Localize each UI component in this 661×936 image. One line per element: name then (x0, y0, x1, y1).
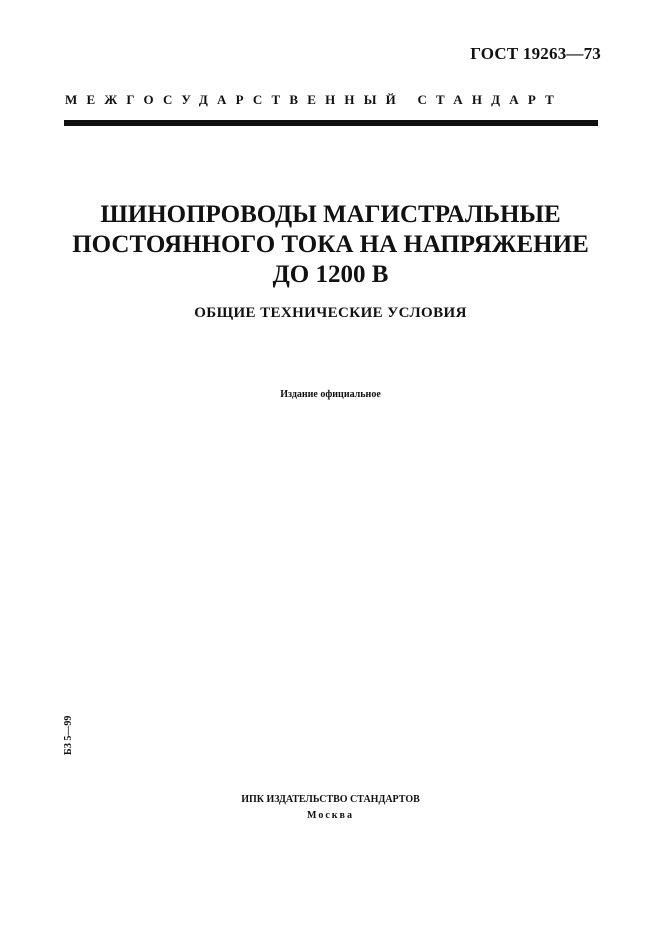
title-line-2: ПОСТОЯННОГО ТОКА НА НАПРЯЖЕНИЕ (72, 231, 589, 258)
document-title (0, 200, 661, 290)
edition-label: Издание официальное (280, 389, 381, 400)
title-line-1: ШИНОПРОВОДЫ МАГИСТРАЛЬНЫЕ (100, 201, 561, 228)
publisher-city: Москва (307, 810, 354, 821)
publisher-name: ИПК ИЗДАТЕЛЬСТВО СТАНДАРТОВ (241, 794, 420, 805)
standard-number: ГОСТ 19263—73 (470, 44, 601, 63)
side-code: БЗ 5—99 (63, 715, 74, 755)
interstate-standard-label: МЕЖГОСУДАРСТВЕННЫЙ СТАНДАРТ (65, 92, 564, 107)
header-rule (64, 120, 598, 126)
document-subtitle: ОБЩИЕ ТЕХНИЧЕСКИЕ УСЛОВИЯ (194, 305, 467, 321)
title-line-3: ДО 1200 В (272, 261, 389, 288)
